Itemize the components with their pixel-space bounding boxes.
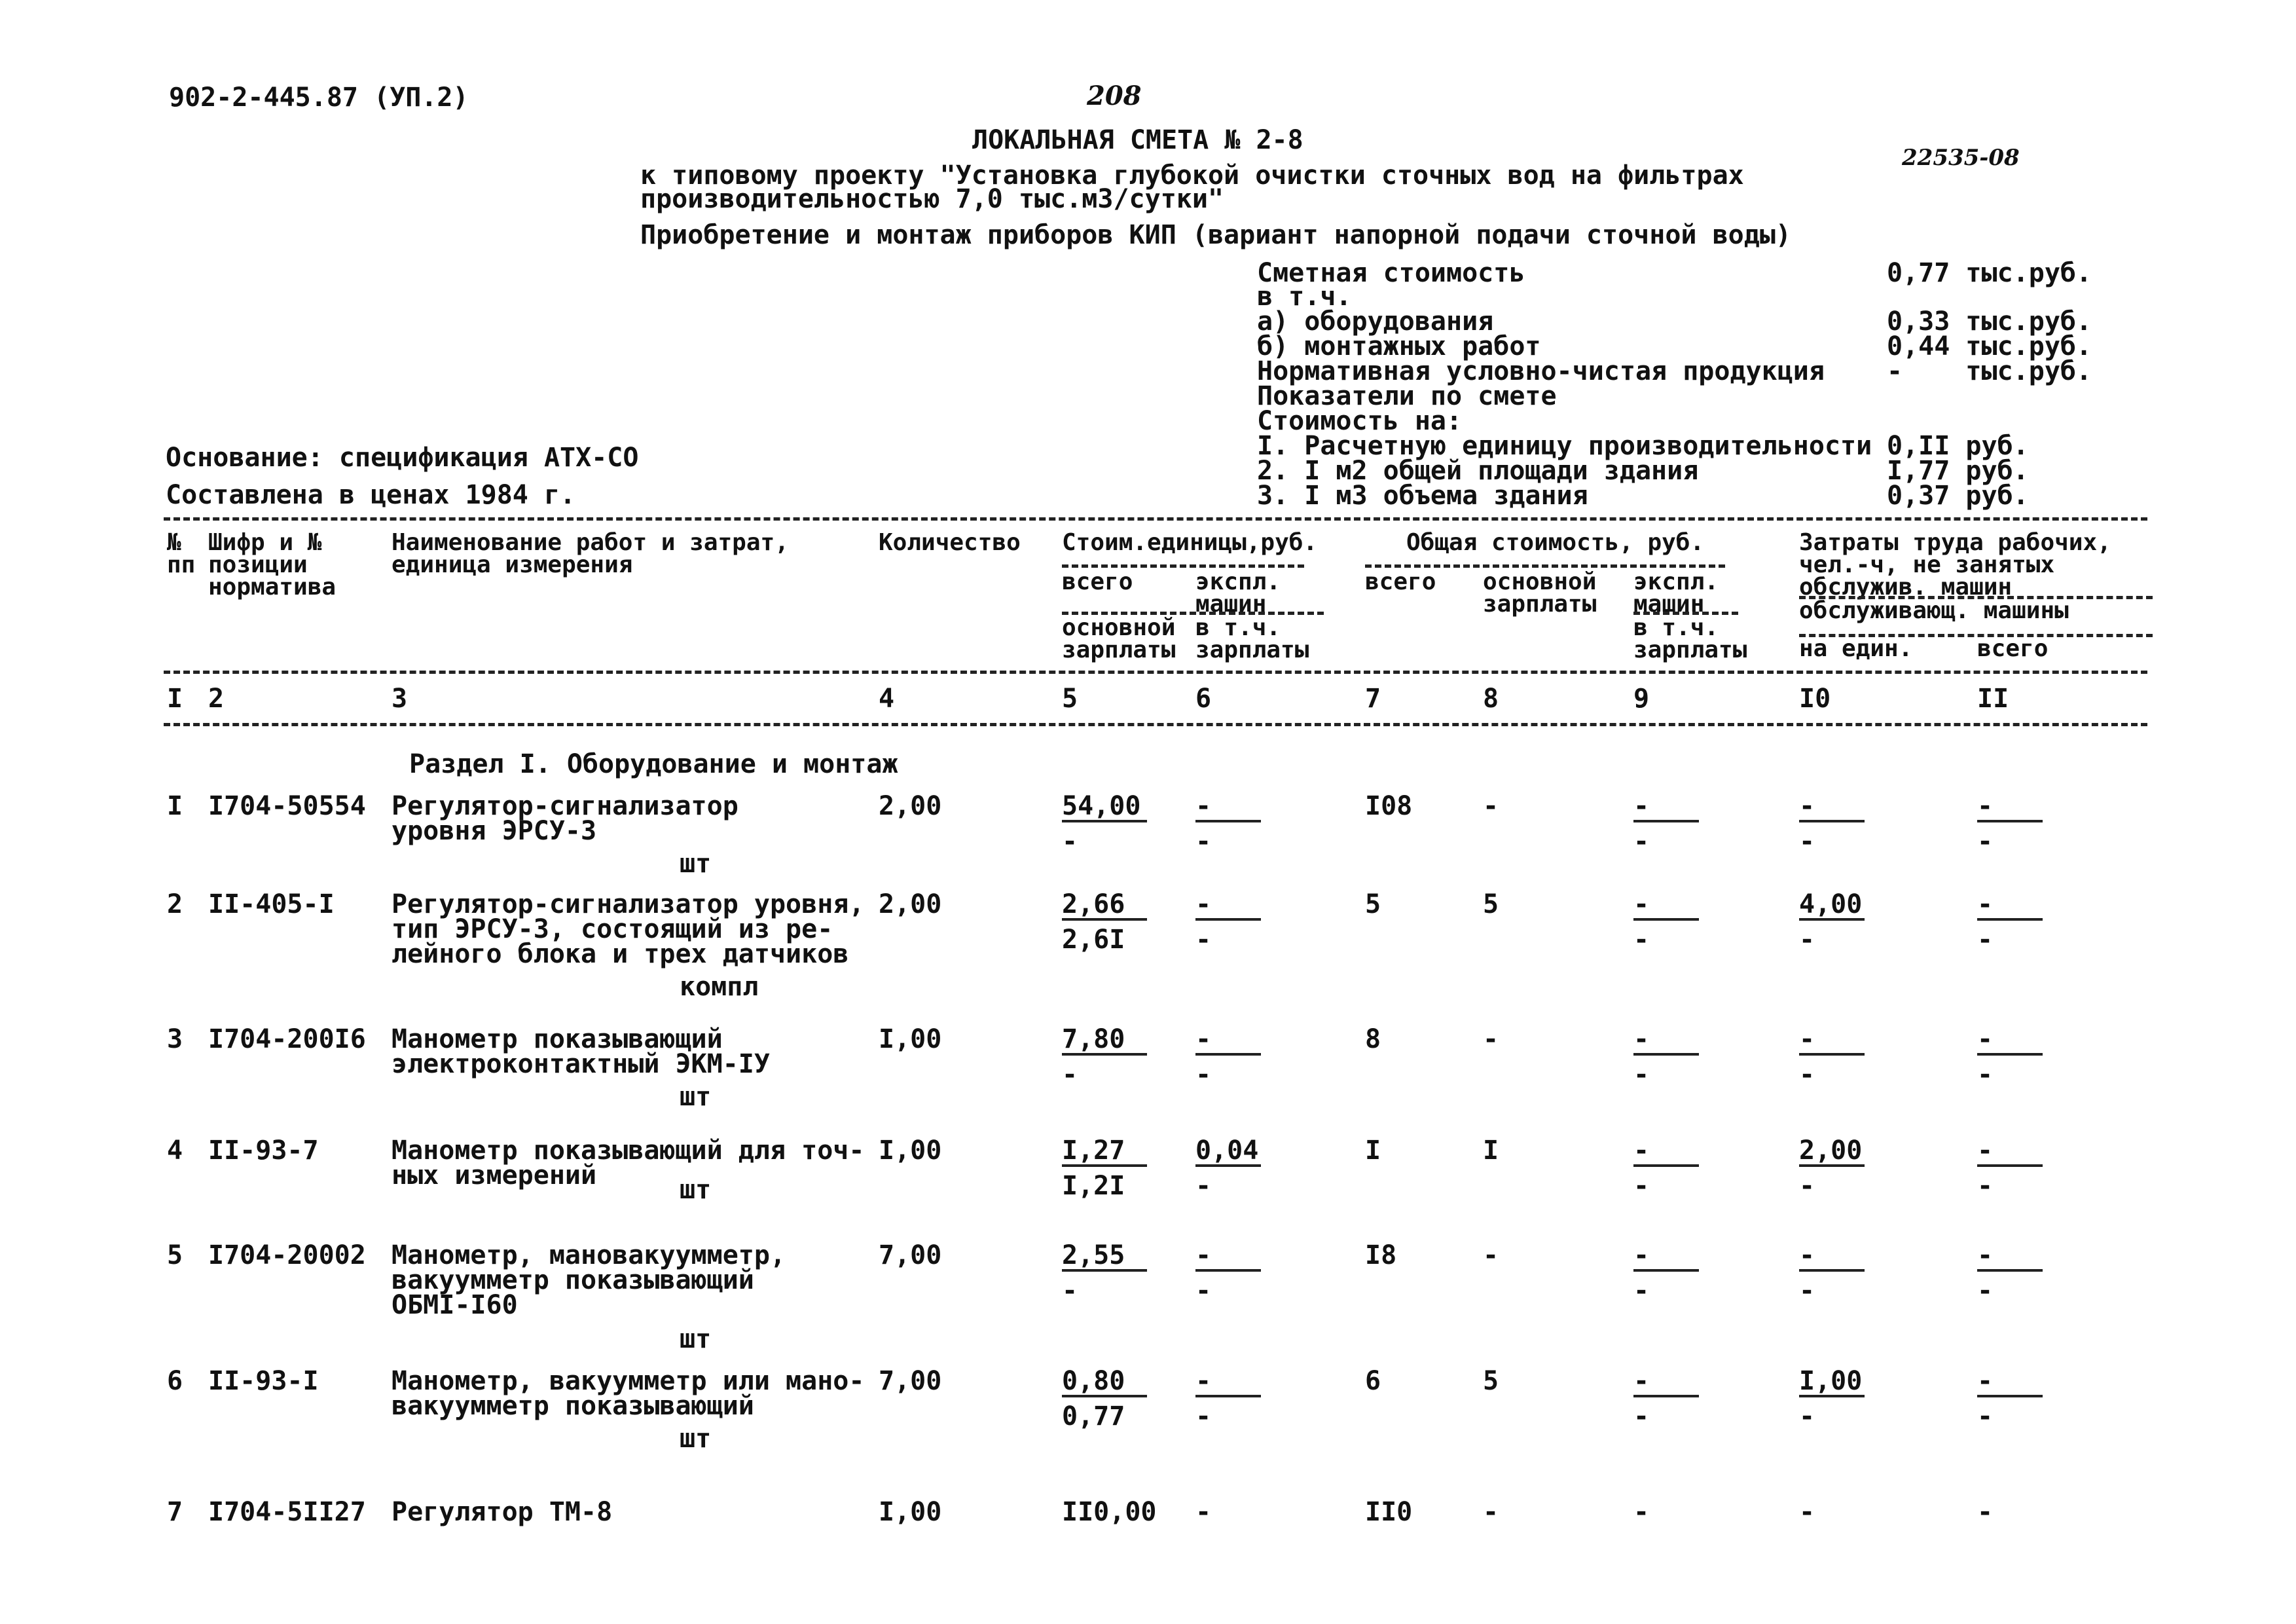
item-unit: компл <box>680 972 759 1002</box>
norm-code: I704-20002 <box>208 1240 366 1270</box>
labor-total-machines: - <box>1977 1276 1994 1306</box>
rule <box>1799 596 2153 599</box>
norm-code: II-405-I <box>208 889 335 919</box>
summary-label: б) монтажных работ <box>1257 331 1541 361</box>
col-header-8: основной зарплаты <box>1483 568 1597 618</box>
cost-machines: - <box>1633 1497 1650 1527</box>
cost-machines: - <box>1633 1366 1650 1396</box>
cost-wages: I <box>1483 1135 1499 1166</box>
summary-label: Сметная стоимость <box>1257 258 1525 288</box>
cost-wages: - <box>1483 791 1499 821</box>
labor-total-machines: - <box>1977 1060 1994 1090</box>
cost-total: II0 <box>1365 1497 1413 1527</box>
labor-per-unit-machines: - <box>1799 1276 1815 1306</box>
labor-per-unit-machines: - <box>1799 826 1815 857</box>
col-header-qty: Количество <box>879 529 1021 556</box>
unit-cost-machines: 0,04 <box>1195 1135 1259 1166</box>
summary-label: Показатели по смете <box>1257 381 1557 411</box>
estimate-subject: Приобретение и монтаж приборов КИП (вариант напорной подачи сточной воды) <box>640 220 1791 250</box>
summary-label: 2. I м2 общей площади здания <box>1257 456 1699 486</box>
row-number: 7 <box>167 1497 183 1527</box>
item-name: Манометр, мановакуумметр, вакуумметр показывающий ОБМI-I60 <box>392 1240 786 1320</box>
unit-cost-machines: - <box>1195 1240 1212 1270</box>
fraction-line <box>1977 1269 2043 1272</box>
fraction-line <box>1062 1164 1147 1167</box>
fraction-line <box>1062 1053 1147 1056</box>
fraction-line <box>1062 1269 1147 1272</box>
fraction-line <box>1195 1395 1261 1397</box>
unit-cost-total: 54,00 <box>1062 791 1141 821</box>
fraction-line <box>1633 1053 1699 1056</box>
unit-cost-total: 7,80 <box>1062 1024 1125 1054</box>
norm-code: I704-200I6 <box>208 1024 366 1054</box>
labor-per-unit: - <box>1799 1497 1815 1527</box>
unit-cost-wages: 2,6I <box>1062 925 1125 955</box>
cost-wages: 5 <box>1483 889 1499 919</box>
quantity: 2,00 <box>879 889 942 919</box>
cost-machine-wages: - <box>1633 1171 1650 1201</box>
unit-cost-machine-wages: - <box>1195 925 1212 955</box>
fraction-line <box>1977 1164 2043 1167</box>
fraction-line <box>1062 1395 1147 1397</box>
archive-stamp: 22535-08 <box>1902 145 2020 171</box>
cost-machines: - <box>1633 1024 1650 1054</box>
col-header-7: всего <box>1365 568 1436 595</box>
fraction-line <box>1977 1053 2043 1056</box>
unit-cost-total: 2,55 <box>1062 1240 1125 1270</box>
col-header-5a: всего <box>1062 568 1133 595</box>
item-name: Манометр, вакуумметр или мано- вакуумметр показывающий <box>392 1366 865 1421</box>
summary-value: 0,II руб. <box>1887 431 2029 461</box>
rule <box>1799 634 2153 637</box>
estimate-title: ЛОКАЛЬНАЯ СМЕТА № 2-8 <box>972 125 1303 155</box>
cost-total: I08 <box>1365 791 1413 821</box>
cost-total: I <box>1365 1135 1381 1166</box>
cost-total: 5 <box>1365 889 1381 919</box>
fraction-line <box>1977 1395 2043 1397</box>
unit-cost-wages: 0,77 <box>1062 1401 1125 1431</box>
rule <box>1062 564 1304 568</box>
rule <box>1633 612 1738 615</box>
row-number: 2 <box>167 889 183 919</box>
rule <box>1365 564 1725 568</box>
column-number: 9 <box>1633 684 1650 714</box>
col-header-num: № пп <box>167 529 196 578</box>
item-name: Регулятор-сигнализатор уровня, тип ЭРСУ-3, состоящий из ре- лейного блока и трех датчиков <box>392 889 865 969</box>
norm-code: I704-50554 <box>208 791 366 821</box>
cost-wages: - <box>1483 1024 1499 1054</box>
document-code: 902-2-445.87 (УП.2) <box>169 83 469 113</box>
item-name: Манометр показывающий электроконтактный ЭКМ-IУ <box>392 1024 770 1079</box>
price-level-note: Составлена в ценах 1984 г. <box>166 480 576 510</box>
column-number: II <box>1977 684 2009 714</box>
unit-cost-wages: - <box>1062 826 1078 857</box>
summary-label: I. Расчетную единицу производительности <box>1257 431 1872 461</box>
column-number: I0 <box>1799 684 1831 714</box>
rule <box>164 517 2147 521</box>
cost-wages: - <box>1483 1240 1499 1270</box>
unit-cost-machine-wages: - <box>1195 1171 1212 1201</box>
quantity: I,00 <box>879 1024 942 1054</box>
labor-per-unit: - <box>1799 791 1815 821</box>
col-header-labor-sub: обслуживающ. машины <box>1799 597 2069 624</box>
cost-machines: - <box>1633 1240 1650 1270</box>
col-header-labor: Затраты труда рабочих, чел.-ч, не занятых обслужив. машин <box>1799 529 2111 600</box>
unit-cost-total: 2,66 <box>1062 889 1125 919</box>
rule <box>1062 612 1324 615</box>
labor-total: - <box>1977 1240 1994 1270</box>
fraction-line <box>1062 918 1147 921</box>
unit-cost-machines: - <box>1195 791 1212 821</box>
labor-per-unit: - <box>1799 1240 1815 1270</box>
cost-total: 8 <box>1365 1024 1381 1054</box>
labor-total-machines: - <box>1977 1171 1994 1201</box>
row-number: 5 <box>167 1240 183 1270</box>
row-number: 3 <box>167 1024 183 1054</box>
column-number: 3 <box>392 684 408 714</box>
fraction-line <box>1977 820 2043 822</box>
column-number: 7 <box>1365 684 1381 714</box>
fraction-line <box>1799 1053 1865 1056</box>
cost-total: 6 <box>1365 1366 1381 1396</box>
col-header-10: на един. <box>1799 635 1913 662</box>
norm-code: I704-5II27 <box>208 1497 366 1527</box>
norm-code: II-93-7 <box>208 1135 319 1166</box>
item-unit: шт <box>680 1424 712 1454</box>
labor-total: - <box>1977 791 1994 821</box>
item-unit: шт <box>680 1082 712 1112</box>
row-number: 6 <box>167 1366 183 1396</box>
labor-total: - <box>1977 1366 1994 1396</box>
summary-value: - тыс.руб. <box>1887 356 2092 386</box>
labor-total: - <box>1977 889 1994 919</box>
column-number: 5 <box>1062 684 1078 714</box>
column-number: I <box>167 684 183 714</box>
col-header-9a: экспл. машин <box>1633 568 1719 618</box>
summary-value: 0,37 руб. <box>1887 481 2029 511</box>
unit-cost-total: 0,80 <box>1062 1366 1125 1396</box>
item-name: Регулятор-сигнализатор уровня ЭРСУ-3 <box>392 791 738 846</box>
summary-value: 0,33 тыс.руб. <box>1887 306 2092 337</box>
unit-cost-machine-wages: - <box>1195 826 1212 857</box>
column-number: 2 <box>208 684 225 714</box>
labor-total: - <box>1977 1497 1994 1527</box>
item-name: Регулятор ТМ-8 <box>392 1497 613 1527</box>
labor-per-unit-machines: - <box>1799 1060 1815 1090</box>
page-number: 208 <box>1087 81 1142 111</box>
fraction-line <box>1062 820 1147 822</box>
unit-cost-wages: - <box>1062 1276 1078 1306</box>
summary-label: 3. I м3 объема здания <box>1257 481 1588 511</box>
fraction-line <box>1195 1053 1261 1056</box>
labor-total-machines: - <box>1977 1401 1994 1431</box>
quantity: 7,00 <box>879 1366 942 1396</box>
summary-value: I,77 руб. <box>1887 456 2029 486</box>
labor-total-machines: - <box>1977 925 1994 955</box>
unit-cost-machines: - <box>1195 1024 1212 1054</box>
col-header-name: Наименование работ и затрат, единица измерения <box>392 529 789 578</box>
summary-value: 0,44 тыс.руб. <box>1887 331 2092 361</box>
labor-per-unit: 4,00 <box>1799 889 1863 919</box>
fraction-line <box>1633 918 1699 921</box>
item-unit: шт <box>680 849 712 879</box>
project-line-2: производительностью 7,0 тыс.м3/сутки" <box>640 184 1224 214</box>
cost-total: I8 <box>1365 1240 1397 1270</box>
rule <box>164 671 2147 674</box>
fraction-line <box>1195 1269 1261 1272</box>
cost-wages: 5 <box>1483 1366 1499 1396</box>
cost-machines: - <box>1633 1135 1650 1166</box>
fraction-line <box>1799 1395 1865 1397</box>
cost-machines: - <box>1633 889 1650 919</box>
fraction-line <box>1977 918 2043 921</box>
labor-per-unit-machines: - <box>1799 925 1815 955</box>
rule <box>164 723 2147 726</box>
labor-per-unit-machines: - <box>1799 1171 1815 1201</box>
labor-total-machines: - <box>1977 826 1994 857</box>
summary-label: в т.ч. <box>1257 282 1352 312</box>
cost-machine-wages: - <box>1633 1060 1650 1090</box>
column-number: 4 <box>879 684 895 714</box>
col-header-code: Шифр и № позиции норматива <box>208 529 337 600</box>
fraction-line <box>1633 1164 1699 1167</box>
unit-cost-machines: - <box>1195 1366 1212 1396</box>
col-header-6b: в т.ч. зарплаты <box>1195 614 1309 663</box>
unit-cost-total: II0,00 <box>1062 1497 1157 1527</box>
quantity: 7,00 <box>879 1240 942 1270</box>
cost-machine-wages: - <box>1633 1276 1650 1306</box>
item-unit: шт <box>680 1324 712 1354</box>
col-header-6a: экспл. машин <box>1195 568 1281 618</box>
section-title: Раздел I. Оборудование и монтаж <box>409 749 898 779</box>
fraction-line <box>1799 918 1865 921</box>
row-number: I <box>167 791 183 821</box>
fraction-line <box>1799 1269 1865 1272</box>
unit-cost-machine-wages: - <box>1195 1276 1212 1306</box>
project-line-1: к типовому проекту "Установка глубокой очистки сточных вод на фильтрах <box>640 160 1744 191</box>
fraction-line <box>1195 820 1261 822</box>
column-number: 8 <box>1483 684 1499 714</box>
cost-machine-wages: - <box>1633 925 1650 955</box>
fraction-line <box>1195 918 1261 921</box>
col-header-unit-cost: Стоим.единицы,руб. <box>1062 529 1318 556</box>
cost-machine-wages: - <box>1633 826 1650 857</box>
fraction-line <box>1633 1269 1699 1272</box>
norm-code: II-93-I <box>208 1366 319 1396</box>
fraction-line <box>1799 1164 1865 1167</box>
fraction-line <box>1633 1395 1699 1397</box>
column-number: 6 <box>1195 684 1212 714</box>
unit-cost-machine-wages: - <box>1195 1060 1212 1090</box>
labor-per-unit: I,00 <box>1799 1366 1863 1396</box>
fraction-line <box>1799 820 1865 822</box>
cost-wages: - <box>1483 1497 1499 1527</box>
cost-machine-wages: - <box>1633 1401 1650 1431</box>
fraction-line <box>1195 1164 1261 1167</box>
labor-per-unit: - <box>1799 1024 1815 1054</box>
unit-cost-machine-wages: - <box>1195 1401 1212 1431</box>
quantity: I,00 <box>879 1497 942 1527</box>
summary-value: 0,77 тыс.руб. <box>1887 258 2092 288</box>
summary-label: а) оборудования <box>1257 306 1494 337</box>
row-number: 4 <box>167 1135 183 1166</box>
unit-cost-wages: I,2I <box>1062 1171 1125 1201</box>
col-header-total-cost: Общая стоимость, руб. <box>1406 529 1705 556</box>
summary-label: Нормативная условно-чистая продукция <box>1257 356 1825 386</box>
labor-total: - <box>1977 1024 1994 1054</box>
unit-cost-machines: - <box>1195 889 1212 919</box>
summary-label: Стоимость на: <box>1257 406 1463 436</box>
labor-per-unit-machines: - <box>1799 1401 1815 1431</box>
col-header-5b: основной зарплаты <box>1062 614 1176 663</box>
item-name: Манометр показывающий для точ- ных измерений <box>392 1135 865 1190</box>
item-unit: шт <box>680 1175 712 1205</box>
unit-cost-machines: - <box>1195 1497 1212 1527</box>
cost-machines: - <box>1633 791 1650 821</box>
quantity: I,00 <box>879 1135 942 1166</box>
unit-cost-wages: - <box>1062 1060 1078 1090</box>
col-header-11: всего <box>1977 635 2049 662</box>
basis-note: Основание: спецификация АТХ-СО <box>166 443 639 473</box>
quantity: 2,00 <box>879 791 942 821</box>
labor-per-unit: 2,00 <box>1799 1135 1863 1166</box>
col-header-9b: в т.ч. зарплаты <box>1633 614 1747 663</box>
unit-cost-total: I,27 <box>1062 1135 1125 1166</box>
fraction-line <box>1633 820 1699 822</box>
labor-total: - <box>1977 1135 1994 1166</box>
